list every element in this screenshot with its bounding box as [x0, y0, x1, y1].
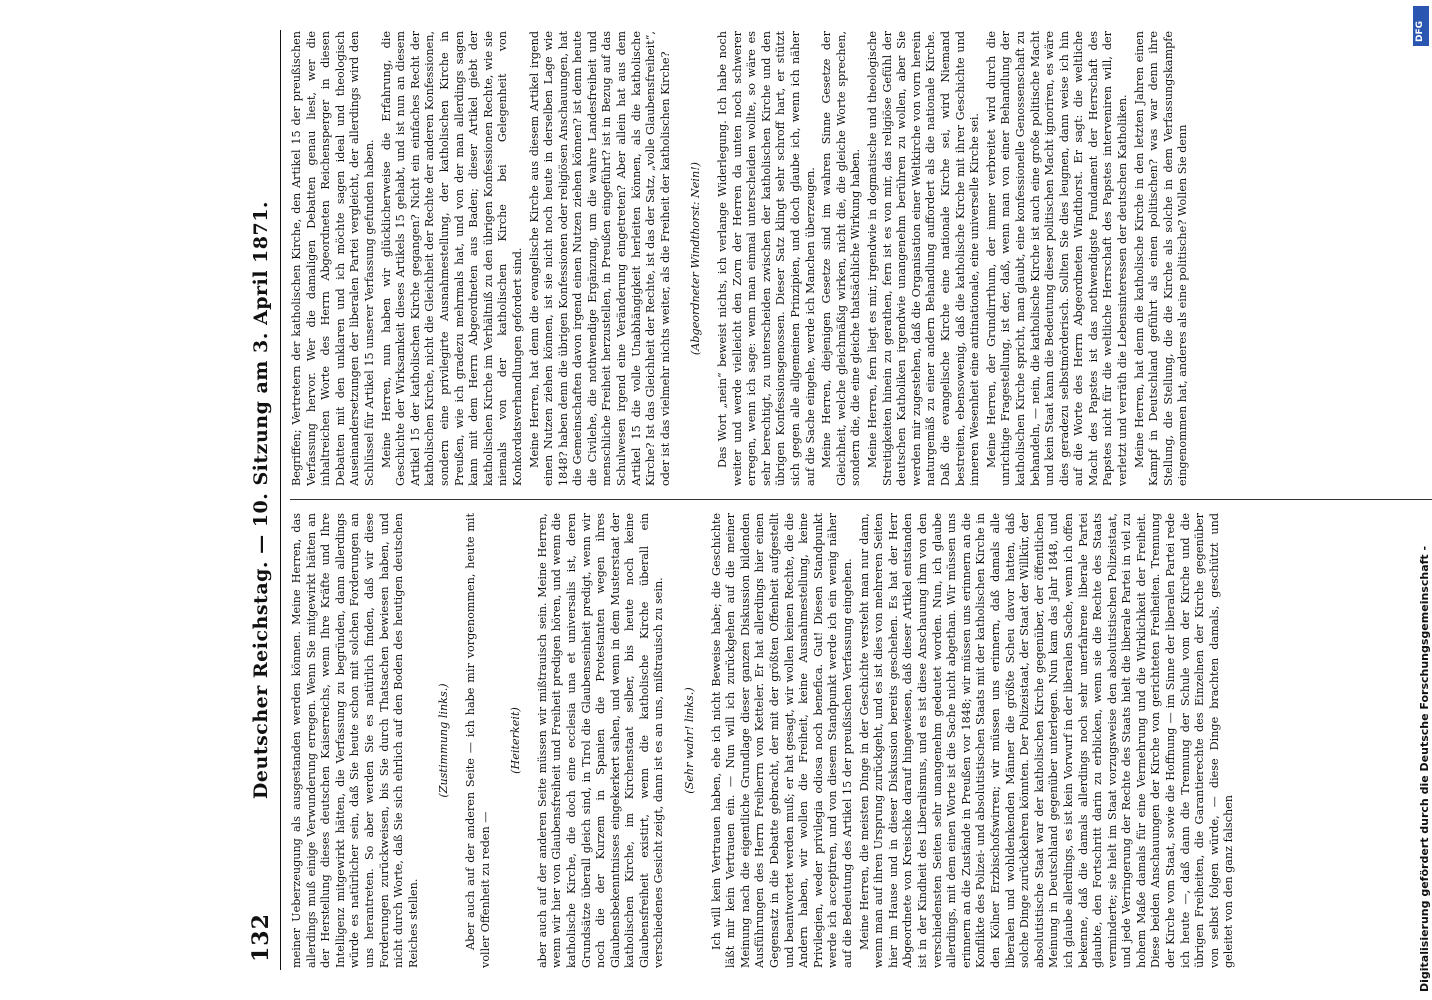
stage-direction: (Zustimmung links.)	[437, 683, 451, 798]
paragraph: Meine Herren, nun haben wir glücklicherweise die Erfahrung, die Geschichte der Wirksamkeit dieses Artikels 15 gehabt, und ist nun an diesem Artikel 15 der katholischen Kirche gegangen? Nicht ein einfaches Recht der katholischen Kirche, nicht die Gleichheit der Rechte der anderen Konfessionen, sondern eine privilegirte Ausnahmestellung, der katholischen Kirche in Preußen, wie ich gradezu mehrmals hat, und von der man allerdings sagen kann mit dem Herrn Abgeordneten aus Baden; dieser Artikel giebt der katholischen Kirche im Verhältniß zu den übrigen Konfessionen Rechte, wie sie niemals von der katholischen Kirche bei Gelegenheit von Konkordatsverhandlungen gefordert sind.	[379, 31, 524, 486]
paragraph: Meine Herren, hat denn die katholische Kirche in den letzten Jahren einen Kampf in Deutschland geführt als einen politischen? was war denn ihre Stellung, die Stellung, die die Kirche als solche in dem Verfassungskampfe eingenommen hat, anderes als eine politische? Wollen Sie denn	[1132, 31, 1190, 486]
running-title: Deutscher Reichstag. — 10. Sitzung am 3. April 1871.	[250, 200, 272, 800]
paragraph: Meine Herren, diejenigen Gesetze sind im wahren Sinne Gesetze der Gleichheit, welche gleichmäßig wirken, nicht die, die gleiche Worte sprechen, sondern die, die eine gleiche thatsächliche Wirkung haben.	[820, 31, 863, 486]
paragraph: Ich will kein Vertrauen haben, ehe ich nicht Beweise habe; die Geschichte läßt mir kein Vertrauen ein. — Nun will ich zurückgehen auf die meiner Meinung nach die eigentliche Grundlage dieser ganzen Diskussion bildenden Ausführungen des Herrn Freiherrn von Ketteler. Er hat allerdings hier einen Gegensatz in die Debatte gebracht, der mit der größten Offenheit aufgestellt und beantwortet werden muß; er hat gesagt, wir wollen keinen Rechte, die die Andern haben, wir wollen die Freiheit, keine Ausnahmestellung, keine Privilegien, weder privilegia odiosa noch benefica. Gut! Diesen Standpunkt werde ich acceptiren, und von diesem Standpunkt werde ich ein wenig näher auf die Bedeutung des Artikel 15 der preußischen Verfassung eingehen.	[709, 513, 854, 968]
paragraph: Das Wort „nein“ beweist nichts, ich verlange Widerlegung. Ich habe noch weiter und werde vielleicht den Zorn der Herren da unten noch schwerer erregen, wenn ich sage: wenn man einmal unterscheiden wollte, so wäre es sehr berechtigt, zu unterscheiden zwischen der katholischen Kirche und den übrigen Konfessionsgenossen. Dieser Satz klingt sehr schroff hart, er stützt sich gegen alle allgemeinen Prinzipien, und doch glaube ich, wenn ich näher auf die Sache eingehe, werde ich Manchen überzeugen.	[716, 31, 817, 486]
paragraph: Begriffen; Vertretern der katholischen Kirche, den Artikel 15 der preußischen Verfassung hervor. Wer die damaligen Debatten genau liest, wer die inhaltreichen Worte des Herrn Abgeordneten Reichensperger in diesen Debatten mit den unklaren und ich möchte sagen ideal und theologisch Auseinandersetzungen der liberalen Partei vergleicht, der allerdings wird den Schlüssel für Artikel 15 unserer Verfassung gefunden haben.	[290, 31, 376, 486]
paragraph: Aber auch auf der anderen Seite — ich habe mir vorgenommen, heute mit voller Offenheit zu reden —	[463, 513, 492, 968]
stage-direction: (Abgeordneter Windthorst: Nein!)	[689, 161, 703, 356]
paragraph: aber auch auf der anderen Seite müssen wir mißtrauisch sein. Meine Herren, wenn wir hier von Glaubensfreiheit und Freiheit predigen hören, und wenn die katholische Kirche, die doch eine ecclesia una et universalis ist, deren Grundsätze überall gleich sind, in Tirol die Glaubenseinheit predigt, wenn wir noch die der Kurzem in Spanien die Protestanten wegen ihres Glaubensbekenntnisses eingekerkert sahen, und wenn in dem Musterstaat der katholischen Kirche, im Kirchenstaat selber, bis heute noch keine Glaubensfreiheit existirt, wenn die katholische Kirche überall ein verschiedenes Gesicht zeigt, dann ist es an uns, mißtrauisch zu sein.	[535, 513, 666, 968]
dfg-logo: DFG	[1413, 6, 1429, 46]
page-header	[246, 30, 281, 970]
paragraph: Meine Herren, die meisten Dinge in der Geschichte versteht man nur dann, wenn man auf ihren Ursprung zurückgeht, und es ist dies von mehreren Seiten hier im Hause und in dieser Diskussion bereits geschehen. Es hat der Herr Abgeordnete von Kreischke darauf hingewiesen, daß dieser Artikel entstanden ist in der Kindheit des Liberalismus, und es ist diese Anschauung ihm von den verschiedensten Seiten sehr unangenehm gedeutet worden. Nun, ich glaube allerdings, mit dem einen Worte ist die Sache nicht abgethan. Wir müssen uns erinnern an die Zustände in Preußen vor 1848; wir müssen uns erinnern an die Konflikte des Polizei- und absolutistischen Staats mit der katholischen Kirche in den Kölner Erzbischofswirren; wir müssen uns erinnern, daß damals alle liberalen und wohldenkenden Männer die größte Scheu davor hatten, daß solche Dinge zurückkehren könnten. Der Polizeistaat, der Staat der Willkür, der absolutistische Staat war der katholischen Kirche gegenüber, der öffentlichen Meinung in Deutschland gegenüber unterlegen. Nun kam das Jahr 1848, und ich glaube allerdings, es ist kein Vorwurf in der liberalen Sache, wenn ich offen bekenne, daß die damals allerdings noch sehr unerfahrene liberale Partei glaubte, den Fortschritt darin zu erblicken, wenn sie die Rechte des Staats verminderte; sie hielt im Staat vorzugsweise den absolutistischen Polizeistaat, und jede Verringerung der Rechte des Staats hielt die liberale Partei in viel zu hohem Maße damals für eine Vermehrung und die Wirklichkeit der Freiheit. Diese beiden Anschauungen der Kirche von gerichteten Freiheiten. Trennung der Kirche vom Staat, sowie die Hoffnung — im Sinne der liberalen Partei rede ich heute —, daß dann die Trennung der Schule vom der Kirche und die übrigen Freiheiten, die Garantierechte des Einzelnen der Kirche gegenüber von selbst folgen würde, — diese Dinge brachten damals, geschützt und geleitet von den ganz falschen	[857, 513, 1236, 968]
paragraph: Meine Herren, hat denn die evangelische Kirche aus diesem Artikel irgend einen Nutzen ziehen können, ist sie nicht noch heute in derselben Lage wie 1848? haben denn die übrigen Konfessionen oder religiösen Anschauungen, hat die Gemeinschaften davon irgend einen Nutzen ziehen können? ist denn heute die Civilehe, die nothwendige Ergänzung, um die wahre Landesfreiheit und menschliche Freiheit herzustellen, in Preußen eingeführt? ist in Bezug auf das Schulwesen irgend eine Veränderung eingetreten? Aber allein hat aus dem Artikel 15 die volle Unabhängigkeit herleiten können, als die katholische Kirche? Ist das Gleichheit der Rechte, ist das der Satz, „volle Glaubensfreiheit“, oder ist das vielmehr nichts weiter, als die Freiheit der katholischen Kirche?	[527, 31, 672, 486]
left-column	[290, 513, 1432, 968]
digitization-credit: Digitalisierung gefördert durch die Deutsche Forschungsgemeinschaft -	[1418, 545, 1431, 992]
right-column	[290, 31, 1432, 486]
paragraph: Meine Herren, fern liegt es mir, irgendwie in dogmatische und theologische Streitigkeiten hinein zu gerathen, fern ist es von mir, das religiöse Gefühl der deutschen Katholiken irgendwie unangenehm berühren zu wollen, aber Sie werden mir zugestehen, daß die Organisation einer Weltkirche von vorn herein naturgemäß zu einer andern Behandlung auffordert als die nationale Kirche. Daß die evangelische Kirche eine nationale Kirche sei, wird Niemand bestreiten, ebensowenig, daß die katholische Kirche mit ihrer Geschichte und inneren Wesenheit eine antinationale, eine universelle Kirche sei.	[865, 31, 982, 486]
paragraph: meiner Ueberzeugung als ausgestanden werden können. Meine Herren, das allerdings muß einige Verwunderung erregen. Wenn Sie mitgewirkt hätten an der Herstellung dieses deutschen Kaiserreichs, wenn Ihre Kräfte und Ihre Intelligenz mitgewirkt hätten, die Verfassung zu begründen, dann allerdings würde es natürlicher sein, daß Sie heute schon mit solchen Forderungen an uns herantreten. So aber werden Sie es natürlich finden, daß wir diese Forderungen zurückweisen, bis Sie durch Thatsachen bewiesen haben, und nicht durch Worte, daß Sie sich ehrlich auf den Boden des heutigen deutschen Reiches stellen.	[290, 513, 420, 968]
rotated-document-page	[246, 30, 1432, 970]
stage-direction: (Heiterkeit)	[509, 707, 523, 774]
column-divider	[290, 499, 1432, 500]
paragraph: Meine Herren, der Grundirrthum, der immer verbreitet wird durch die unrichtige Fragestellung, ist der, daß, wenn man von einer Behandlung der katholischen Kirche spricht, man glaubt, eine konfessionelle Genossenschaft zu behandeln, — nein, die katholische Kirche ist auch eine große politische Macht und kein Staat kann die Bedeutung dieser politischen Macht ignoriren, es wäre dies geradezu selbstmörderisch. Sollten Sie dies leugnen, dann weise ich hin auf die Worte des Herrn Abgeordneten Windthorst. Er sagt: die weltliche Macht des Papstes ist das nothwendigste Fundament der Herrschaft des Papstes nicht für die weltliche Herrschaft des Papstes interveniren will, der verletzt und verräth die Lebensinteressen der deutschen Katholiken.	[984, 31, 1130, 486]
page-number: 132	[248, 913, 274, 962]
stage-direction: (Sehr wahr! links.)	[683, 687, 697, 794]
